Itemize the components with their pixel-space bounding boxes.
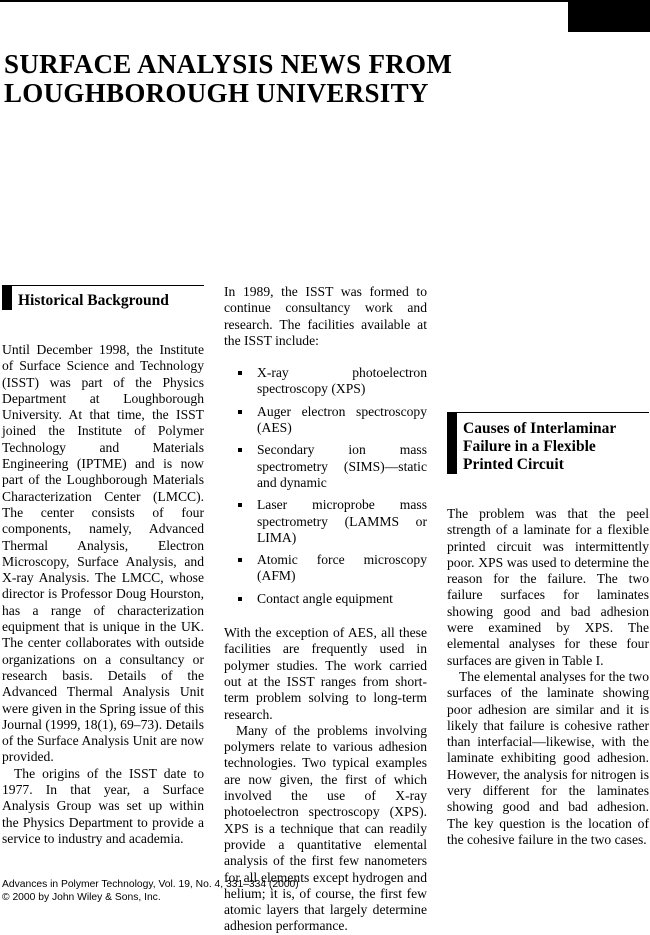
paragraph: With the exception of AES, all these facilities are frequently used in polymer studies. The work carried out at the ISST ranges from short-term problem solving to long-term research. (224, 625, 427, 722)
page-footer (2, 879, 299, 904)
heading-bar (2, 286, 12, 310)
bullet-icon (238, 448, 242, 452)
list-item (224, 404, 427, 437)
facilities-list (224, 365, 427, 607)
bullet-icon (238, 558, 242, 562)
bullet-icon (238, 371, 242, 375)
section-heading-text: Causes of Interlaminar Failure in a Flexible Printed Circuit (463, 420, 616, 473)
paragraph: The problem was that the peel strength of a laminate for a flexible printed circuit was intermittently poor. XPS was used to determine the reason for the failure. The two failure surfaces for laminates showing good and bad adhesion were examined by XPS. The elemental analyses for these four surfaces are given in Table I. (447, 506, 649, 668)
section-heading-historical (2, 285, 204, 310)
list-item-text: Laser microprobe mass spectrometry (LAMMS or LIMA) (257, 497, 427, 545)
column-1 (2, 284, 204, 847)
article-title: SURFACE ANALYSIS NEWS FROM LOUGHBOROUGH UNIVERSITY (4, 49, 453, 108)
copyright-notice: © 2000 by John Wiley & Sons, Inc. (2, 891, 161, 903)
paragraph: The origins of the ISST date to 1977. In that year, a Surface Analysis Group was set up within the Physics Department to provide a service to industry and academia. (2, 765, 204, 846)
heading-bar (447, 413, 457, 474)
list-item-text: Auger electron spectroscopy (AES) (257, 403, 427, 436)
paragraph: Many of the problems involving polymers relate to various adhesion technologies. Two typical examples are now given, the first of which involved the use of X-ray photoelectron spectroscopy (XPS). XPS is a technique that can readily provide a quantitative elemental analysis of the first few nanometers for all elements except hydrogen and helium; it is, of course, the first few atomic layers that largely determine adhesion performance. (224, 722, 427, 934)
list-item (224, 552, 427, 585)
paragraph: Until December 1998, the Institute of Surface Science and Technology (ISST) was part of the Physics Department at Loughborough University. At that time, the ISST joined the Institute of Polymer Technology and Materials Engineering (IPTME) and is now part of the Loughborough Materials Characterization Center (LMCC). The center consists of four components, namely, Advanced Thermal Analysis, Electron Microscopy, Surface Analysis, and X-ray Analysis. The LMCC, whose director is Professor Doug Hourston, has a range of characterization equipment that is unique in the UK. The center collaborates with outside organizations on a consultancy or research basis. Details of the Advanced Thermal Analysis Unit were given in the Spring issue of this Journal (1999, 18(1), 69–73). Details of the Surface Analysis Unit are now provided. (2, 342, 204, 765)
section-heading-text: Historical Background (18, 292, 169, 309)
bullet-icon (238, 597, 242, 601)
paragraph: The elemental analyses for the two surfaces of the laminate showing poor adhesion are similar and it is likely that failure is cohesive rather than interfacial—likewise, with the laminate exhibiting good adhesion. However, the analysis for nitrogen is very different for the laminates showing good and bad adhesion. The key question is the location of the cohesive failure in the two cases. (447, 668, 649, 847)
journal-citation: Advances in Polymer Technology, Vol. 19, No. 4, 331–334 (2000) (2, 879, 299, 890)
list-item-text: Atomic force microscopy (AFM) (257, 552, 427, 584)
list-item-text: Contact angle equipment (257, 590, 393, 606)
bullet-icon (238, 410, 242, 414)
top-rule (0, 0, 650, 2)
page-tab-marker (568, 0, 650, 32)
list-item (224, 442, 427, 491)
list-item (224, 365, 427, 398)
list-item-text: Secondary ion mass spectrometry (SIMS)—static and dynamic (257, 442, 427, 490)
column-3 (447, 284, 649, 848)
paragraph: In 1989, the ISST was formed to continue consultancy work and research. The facilities available at the ISST include: (224, 284, 427, 348)
list-item (224, 591, 427, 607)
bullet-icon (238, 503, 242, 507)
section-heading-causes (447, 412, 649, 474)
column-2 (224, 284, 427, 935)
list-item (224, 497, 427, 546)
list-item-text: X-ray photoelectron spectroscopy (XPS) (257, 365, 427, 397)
